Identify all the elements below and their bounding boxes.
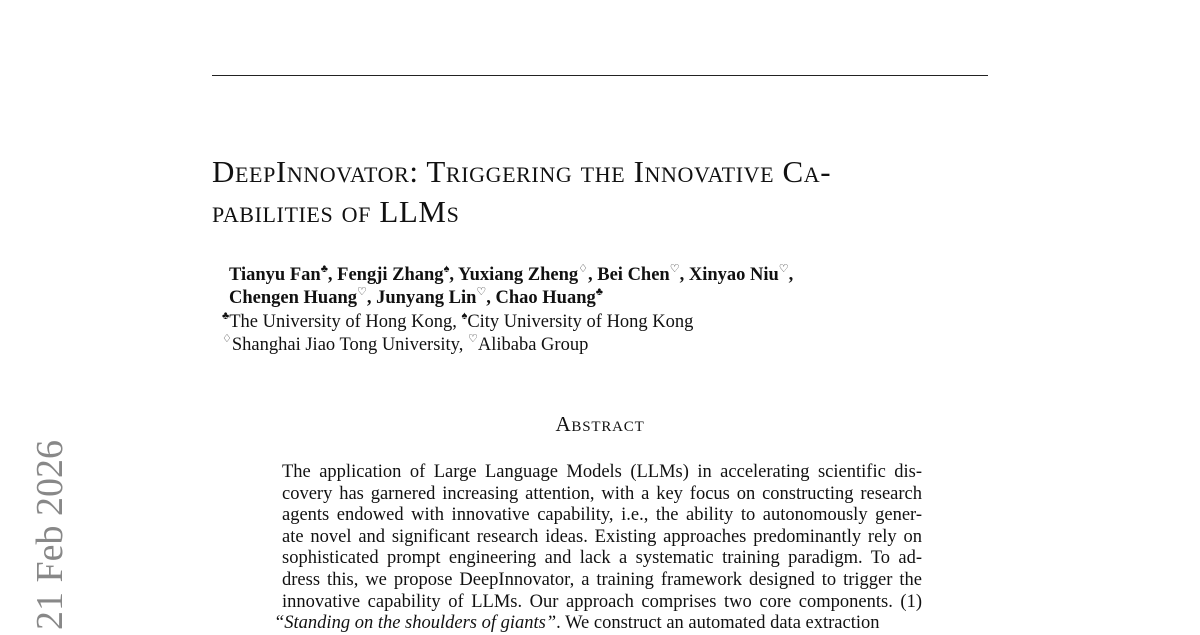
club-icon: ♣ bbox=[222, 310, 230, 322]
heart-icon: ♡ bbox=[357, 286, 367, 298]
abstract-line: agents endowed with innovative capability, i.e., the ability to autonomously gener- bbox=[282, 505, 922, 526]
affiliation: The University of Hong Kong bbox=[229, 312, 453, 332]
top-rule bbox=[212, 75, 988, 76]
affiliation: City University of Hong Kong bbox=[467, 312, 694, 332]
abstract-line: sophisticated prompt engineering and lack a systematic training paradigm. To ad- bbox=[282, 548, 922, 569]
club-icon: ♣ bbox=[595, 286, 603, 298]
title-line-1: DeepInnovator: Triggering the Innovative Ca- bbox=[212, 154, 832, 189]
author-name: Bei Chen bbox=[597, 265, 670, 285]
diamond-icon: ♢ bbox=[222, 333, 232, 345]
abstract-line: ate novel and significant research ideas. Existing approaches predominantly rely on bbox=[282, 526, 922, 547]
author-name: Tianyu Fan bbox=[229, 265, 321, 285]
author-name: Junyang Lin bbox=[376, 288, 477, 308]
spade-icon: ♠ bbox=[461, 310, 468, 322]
abstract-italic-quote: “Standing on the shoulders of giants” bbox=[274, 613, 557, 634]
abstract-line bbox=[274, 613, 922, 635]
abstract-line: covery has garnered increasing attention, with a key focus on constructing research bbox=[282, 483, 922, 504]
abstract-line-rest: . We construct an automated data extraction bbox=[556, 613, 880, 634]
author-name: Chao Huang bbox=[495, 288, 596, 308]
heart-icon: ♡ bbox=[669, 263, 680, 275]
author-name: Chengen Huang bbox=[229, 288, 357, 308]
affiliation: Alibaba Group bbox=[477, 335, 589, 355]
paper-title bbox=[212, 152, 1002, 232]
affiliation: Shanghai Jiao Tong University bbox=[231, 335, 459, 355]
author-name: Yuxiang Zheng bbox=[457, 265, 579, 285]
abstract-line: innovative capability of LLMs. Our approach comprises two core components. (1) bbox=[282, 591, 922, 612]
heart-icon: ♡ bbox=[778, 263, 789, 275]
heart-icon: ♡ bbox=[476, 286, 487, 298]
affiliation-list: ♣The University of Hong Kong, ♠City University of Hong Kong ♢Shanghai Jiao Tong University, ♡Alibaba Group bbox=[222, 310, 694, 355]
club-icon: ♣ bbox=[320, 263, 328, 275]
title-line-2: pabilities of LLMs bbox=[212, 194, 460, 229]
abstract-line: dress this, we propose DeepInnovator, a training framework designed to trigger the bbox=[282, 569, 922, 590]
diamond-icon: ♢ bbox=[578, 263, 588, 275]
author-name: Xinyao Niu bbox=[688, 265, 779, 285]
author-list: Tianyu Fan♣, Fengji Zhang♠, Yuxiang Zheng♢, Bei Chen♡, Xinyao Niu♡, Chengen Huang♡, Junyang Lin♡, Chao Huang♣ bbox=[229, 263, 794, 308]
arxiv-side-stamp: 21 Feb 2026 bbox=[29, 440, 71, 630]
author-name: Fengji Zhang bbox=[337, 265, 444, 285]
abstract-body bbox=[274, 462, 922, 635]
abstract-line: The application of Large Language Models (LLMs) in accelerating scientific dis- bbox=[282, 462, 922, 482]
spade-icon: ♠ bbox=[443, 263, 450, 275]
abstract-heading: Abstract bbox=[555, 412, 645, 436]
heart-icon: ♡ bbox=[467, 333, 478, 345]
